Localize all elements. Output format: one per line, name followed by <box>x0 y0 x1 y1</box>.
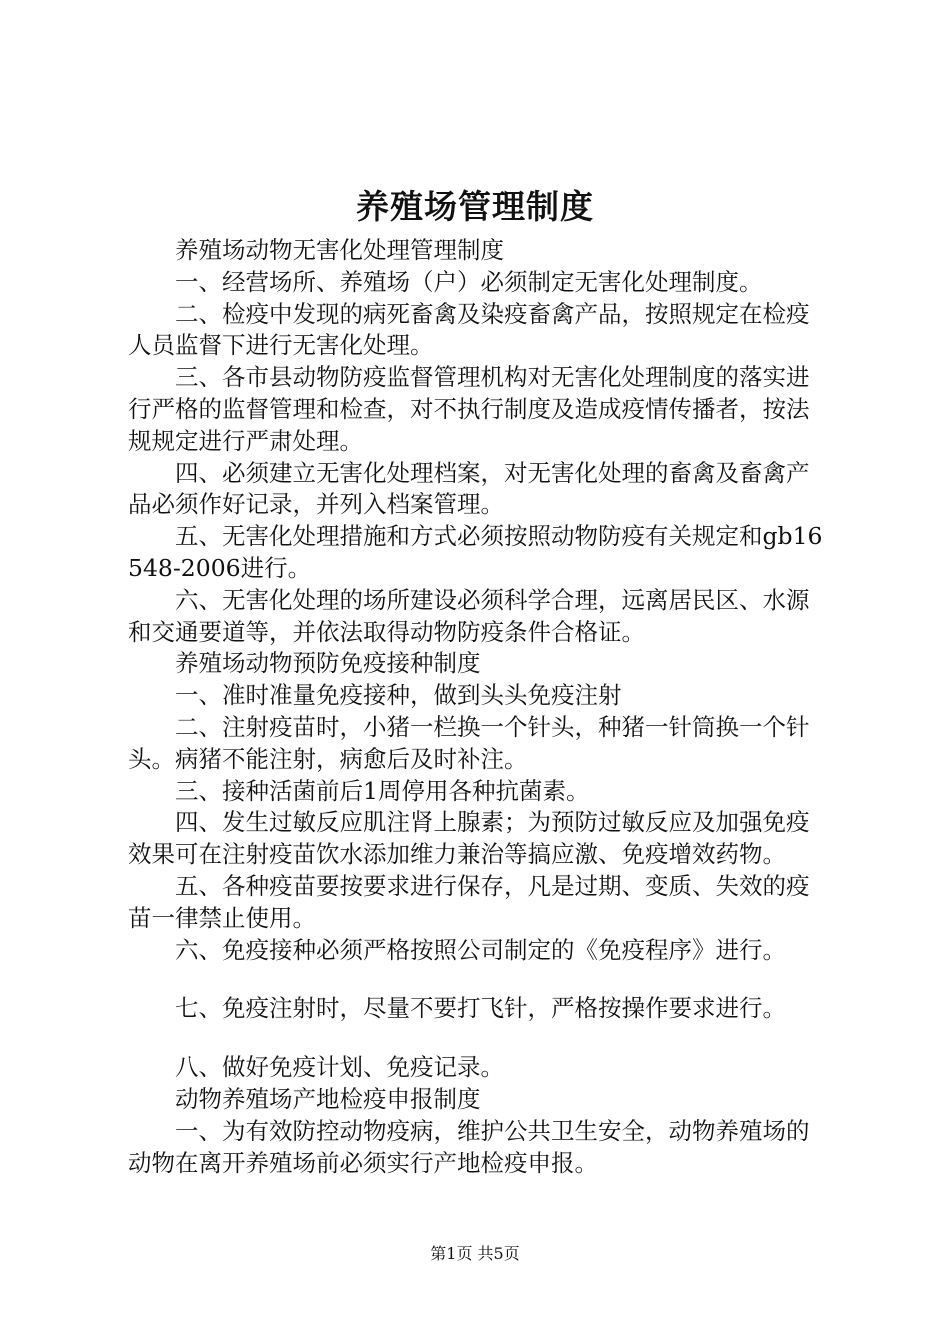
document-title: 养殖场管理制度 <box>356 187 594 226</box>
paragraph: 一、经营场所、养殖场（户）必须制定无害化处理制度。 <box>175 267 763 296</box>
paragraph: 一、为有效防控动物疫病，维护公共卫生安全，动物养殖场的动物在离开养殖场前必须实行产地检疫申报。 <box>128 1116 810 1177</box>
paragraph: 二、检疫中发现的病死畜禽及染疫畜禽产品，按照规定在检疫人员监督下进行无害化处理。 <box>128 299 810 360</box>
page-number-footer: 第1页 共5页 <box>430 1244 520 1263</box>
paragraph: 三、接种活菌前后1周停用各种抗菌素。 <box>175 776 590 805</box>
paragraph: 五、无害化处理措施和方式必须按照动物防疫有关规定和gb16548-2006进行。 <box>128 522 823 582</box>
paragraph: 一、准时准量免疫接种，做到头头免疫注射 <box>175 681 622 710</box>
paragraph: 五、各种疫苗要按要求进行保存，凡是过期、变质、失效的疫苗一律禁止使用。 <box>128 871 810 932</box>
paragraph: 八、做好免疫计划、免疫记录。 <box>175 1053 504 1082</box>
section-heading: 养殖场动物预防免疫接种制度 <box>175 649 481 678</box>
section-heading: 动物养殖场产地检疫申报制度 <box>175 1084 481 1113</box>
paragraph: 四、必须建立无害化处理档案，对无害化处理的畜禽及畜禽产品必须作好记录，并列入档案管理。 <box>128 458 810 519</box>
paragraph: 二、注射疫苗时，小猪一栏换一个针头，种猪一针筒换一个针头。病猪不能注射，病愈后及时补注。 <box>128 712 810 773</box>
paragraph: 七、免疫注射时，尽量不要打飞针，严格按操作要求进行。 <box>175 994 786 1023</box>
paragraph: 六、无害化处理的场所建设必须科学合理，远离居民区、水源和交通要道等，并依法取得动物防疫条件合格证。 <box>128 585 810 646</box>
paragraph: 六、免疫接种必须严格按照公司制定的《免疫程序》进行。 <box>175 935 786 964</box>
section-heading: 养殖场动物无害化处理管理制度 <box>175 236 504 264</box>
paragraph: 三、各市县动物防疫监督管理机构对无害化处理制度的落实进行严格的监督管理和检查，对不执行制度及造成疫情传播者，按法规规定进行严肃处理。 <box>128 363 810 455</box>
document-body <box>128 235 832 1179</box>
paragraph: 四、发生过敏反应肌注肾上腺素；为预防过敏反应及加强免疫效果可在注射疫苗饮水添加维力兼治等搞应激、免疫增效药物。 <box>128 808 810 869</box>
